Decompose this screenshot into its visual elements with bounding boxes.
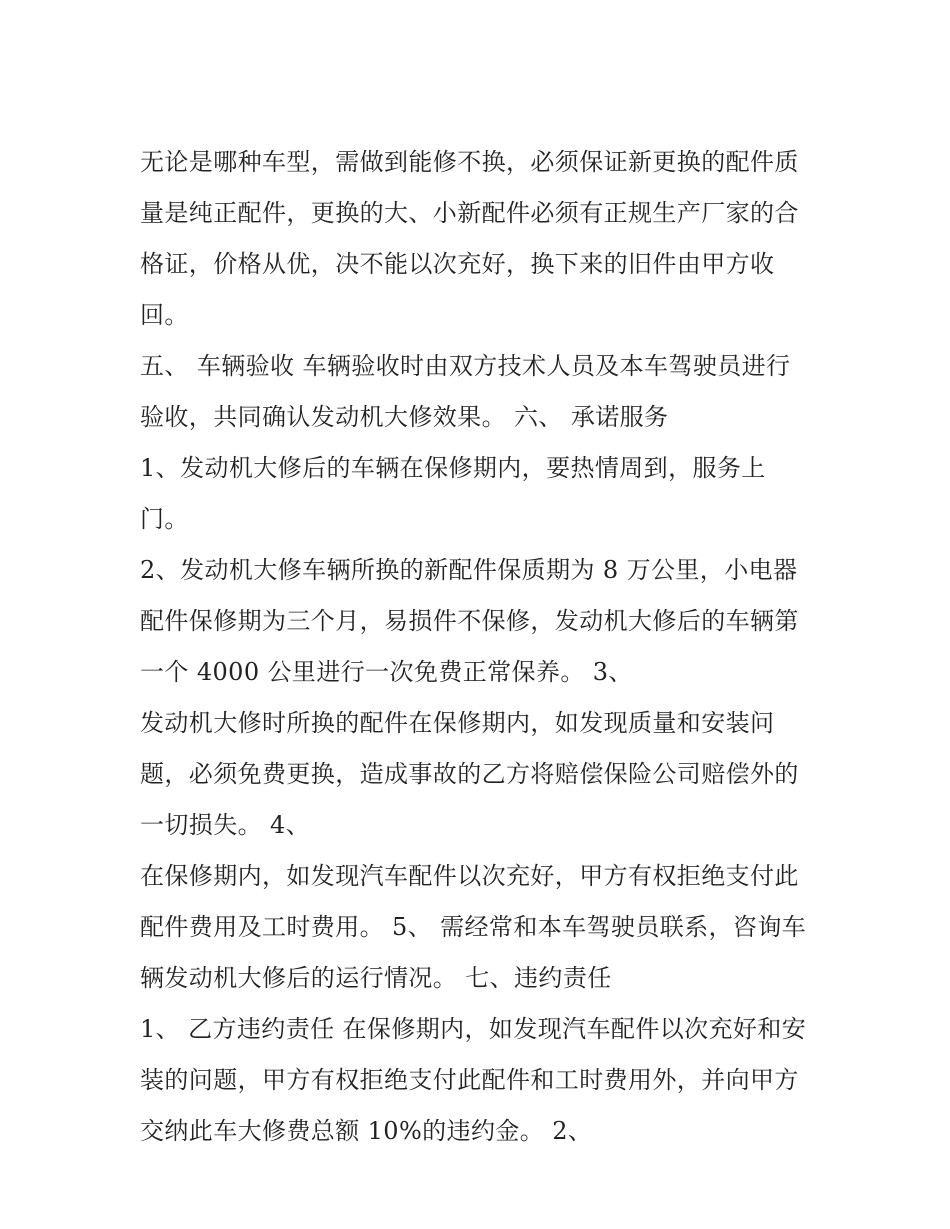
text-line: 一切损失。 4、: [140, 811, 311, 839]
text-line: 辆发动机大修后的运行情况。 七、违约责任: [140, 964, 612, 992]
text-line: 装的问题，甲方有权拒绝支付此配件和工时费用外，并向甲方: [140, 1066, 799, 1094]
text-line: 一个 4000 公里进行一次免费正常保养。 3、: [140, 658, 633, 686]
text-line: 配件费用及工时费用。 5、 需经常和本车驾驶员联系，咨询车: [140, 913, 807, 941]
text-line: 回。: [140, 301, 189, 329]
text-line: 在保修期内，如发现汽车配件以次充好，甲方有权拒绝支付此: [140, 862, 799, 890]
text-line: 门。: [140, 505, 189, 533]
text-line: 1、 乙方违约责任 在保修期内，如发现汽车配件以次充好和安: [140, 1015, 807, 1043]
text-line: 验收，共同确认发动机大修效果。 六、 承诺服务: [140, 403, 669, 431]
text-line: 交纳此车大修费总额 10%的违约金。 2、: [140, 1117, 593, 1145]
text-line: 2、发动机大修车辆所换的新配件保质期为 8 万公里，小电器: [140, 556, 798, 584]
document-body: [140, 137, 830, 1157]
text-line: 格证，价格从优，决不能以次充好，换下来的旧件由甲方收: [140, 250, 775, 278]
text-line: 量是纯正配件，更换的大、小新配件必须有正规生产厂家的合: [140, 199, 799, 227]
text-line: 发动机大修时所换的配件在保修期内，如发现质量和安装问: [140, 709, 775, 737]
text-line: 五、 车辆验收 车辆验收时由双方技术人员及本车驾驶员进行: [140, 352, 791, 380]
text-line: 题，必须免费更换，造成事故的乙方将赔偿保险公司赔偿外的: [140, 760, 799, 788]
text-line: 1、发动机大修后的车辆在保修期内，要热情周到，服务上: [140, 454, 766, 482]
text-line: 配件保修期为三个月，易损件不保修，发动机大修后的车辆第: [140, 607, 799, 635]
text-line: 无论是哪种车型，需做到能修不换，必须保证新更换的配件质: [140, 148, 799, 176]
